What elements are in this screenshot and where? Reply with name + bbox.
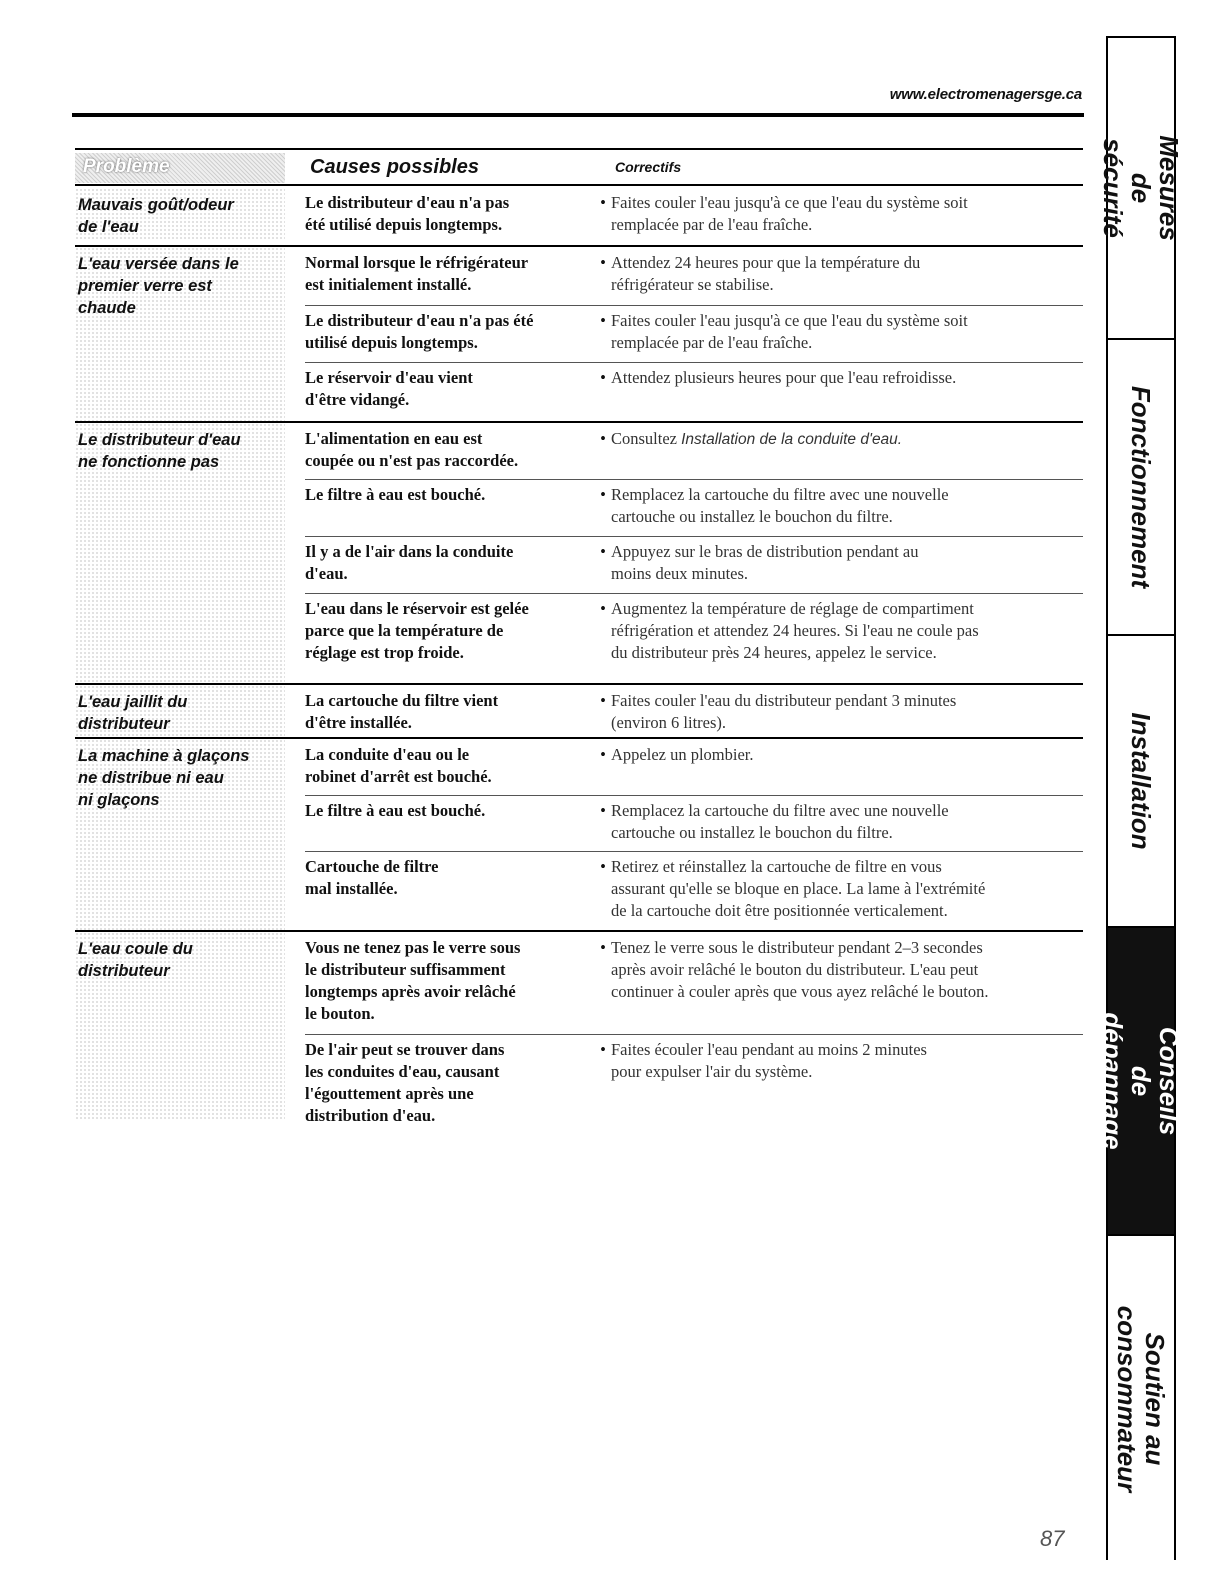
problem-label: La machine à glaçons ne distribue ni eau ni glaçons [78, 747, 250, 809]
problem-cell [75, 423, 285, 685]
fix-text: • Appuyez sur le bras de distribution pendant au moins deux minutes. [600, 542, 919, 583]
cause-text: Le distributeur d'eau n'a pas été utilisé depuis longtemps. [305, 193, 510, 234]
header-fixes: Correctifs [615, 159, 682, 175]
tab-label: Fonctionnement [1126, 385, 1156, 589]
problem-cell [75, 247, 285, 423]
cause-text: Il y a de l'air dans la conduite d'eau. [305, 542, 514, 583]
tab-label: Mesures de sécurité [1098, 135, 1184, 241]
problem-label: L'eau jaillit du distributeur [78, 693, 188, 733]
header-problem: Problème [75, 153, 285, 183]
problem-section [75, 930, 1083, 1125]
tab-installation[interactable] [1108, 636, 1174, 928]
row-divider [305, 362, 1083, 363]
fix-text: • Remplacez la cartouche du filtre avec une nouvelle cartouche ou installez le bouchon du filtre. [600, 801, 949, 842]
fix-text: • Consultez Installation de la conduite d'eau. [600, 429, 903, 448]
tab-soutien-au-consommateur[interactable] [1108, 1236, 1174, 1562]
row-divider [305, 536, 1083, 537]
cause-text: Normal lorsque le réfrigérateur est initialement installé. [305, 253, 529, 294]
tab-label: Conseils de dépannage [1098, 1012, 1184, 1150]
fix-text: • Faites écouler l'eau pendant au moins 2 minutes pour expulser l'air du système. [600, 1040, 927, 1081]
cause-text: Le filtre à eau est bouché. [305, 485, 486, 504]
problem-cell [75, 188, 285, 240]
cause-text: Cartouche de filtre mal installée. [305, 857, 439, 898]
row-divider [305, 851, 1083, 852]
header-causes: Causes possibles [310, 156, 479, 178]
fix-text: • Tenez le verre sous le distributeur pendant 2–3 secondes après avoir relâché le bouton du distributeur. L'eau peut continuer à couler après que vous ayez relâché le bouton. [600, 938, 989, 1001]
fix-text: • Augmentez la température de réglage de compartiment réfrigération et attendez 24 heures. Si l'eau ne coule pas du distributeur près 24 heures, appelez le service. [600, 599, 979, 662]
cause-text: L'alimentation en eau est coupée ou n'est pas raccordée. [305, 429, 519, 470]
cause-text: Le réservoir d'eau vient d'être vidangé. [305, 368, 473, 409]
row-divider [305, 1034, 1083, 1035]
problem-section [75, 683, 1083, 737]
fix-text: • Attendez 24 heures pour que la température du réfrigérateur se stabilise. [600, 253, 921, 294]
problem-label: Mauvais goût/odeur de l'eau [78, 196, 234, 236]
row-divider [305, 593, 1083, 594]
problem-section [75, 421, 1083, 685]
table-header [75, 148, 1083, 186]
fix-text: • Attendez plusieurs heures pour que l'eau refroidisse. [600, 368, 957, 387]
cause-text: Le filtre à eau est bouché. [305, 801, 486, 820]
tab-fonctionnement[interactable] [1108, 340, 1174, 636]
tab-label: Installation [1126, 712, 1156, 850]
cause-text: La cartouche du filtre vient d'être installée. [305, 691, 499, 732]
tab-label: Soutien au consommateur [1112, 1305, 1170, 1493]
fix-text: • Faites couler l'eau du distributeur pendant 3 minutes (environ 6 litres). [600, 691, 957, 732]
fix-text: • Faites couler l'eau jusqu'à ce que l'eau du système soit remplacée par de l'eau fraîche. [600, 193, 968, 234]
problem-label: L'eau versée dans le premier verre est chaude [78, 255, 239, 317]
problem-section [75, 245, 1083, 423]
cause-text: Vous ne tenez pas le verre sous le distributeur suffisamment longtemps après avoir relâché le bouton. [305, 938, 521, 1023]
row-divider [305, 479, 1083, 480]
top-rule [72, 113, 1084, 117]
problem-section [75, 737, 1083, 930]
problem-cell [75, 932, 285, 1120]
cause-text: De l'air peut se trouver dans les conduites d'eau, causant l'égouttement après une distribution d'eau. [305, 1040, 505, 1125]
page-number: 87 [1040, 1526, 1065, 1551]
tab-mesures-de-securite[interactable] [1098, 38, 1184, 340]
problem-cell [75, 739, 285, 930]
problem-section [75, 188, 1083, 240]
tab-conseils-de-depannage[interactable] [1098, 928, 1184, 1236]
cause-text: L'eau dans le réservoir est gelée parce que la température de réglage est trop froide. [305, 599, 529, 662]
row-divider [305, 305, 1083, 306]
fix-text: • Retirez et réinstallez la cartouche de filtre en vous assurant qu'elle se bloque en place. La lame à l'extrémité de la cartouche doit être positionnée verticalement. [600, 857, 986, 920]
side-tab-bar [1098, 36, 1184, 1560]
problem-label: Le distributeur d'eau ne fonctionne pas [78, 431, 241, 471]
row-divider [305, 795, 1083, 796]
problem-cell [75, 685, 285, 737]
cause-text: La conduite d'eau ou le robinet d'arrêt est bouché. [305, 745, 492, 786]
fix-text: • Remplacez la cartouche du filtre avec une nouvelle cartouche ou installez le bouchon du filtre. [600, 485, 949, 526]
website-url: www.electromenagersge.ca [889, 86, 1082, 103]
problem-label: L'eau coule du distributeur [78, 940, 193, 980]
fix-text: • Appelez un plombier. [600, 745, 754, 764]
cause-text: Le distributeur d'eau n'a pas été utilisé depuis longtemps. [305, 311, 534, 352]
fix-text: • Faites couler l'eau jusqu'à ce que l'eau du système soit remplacée par de l'eau fraîche. [600, 311, 968, 352]
